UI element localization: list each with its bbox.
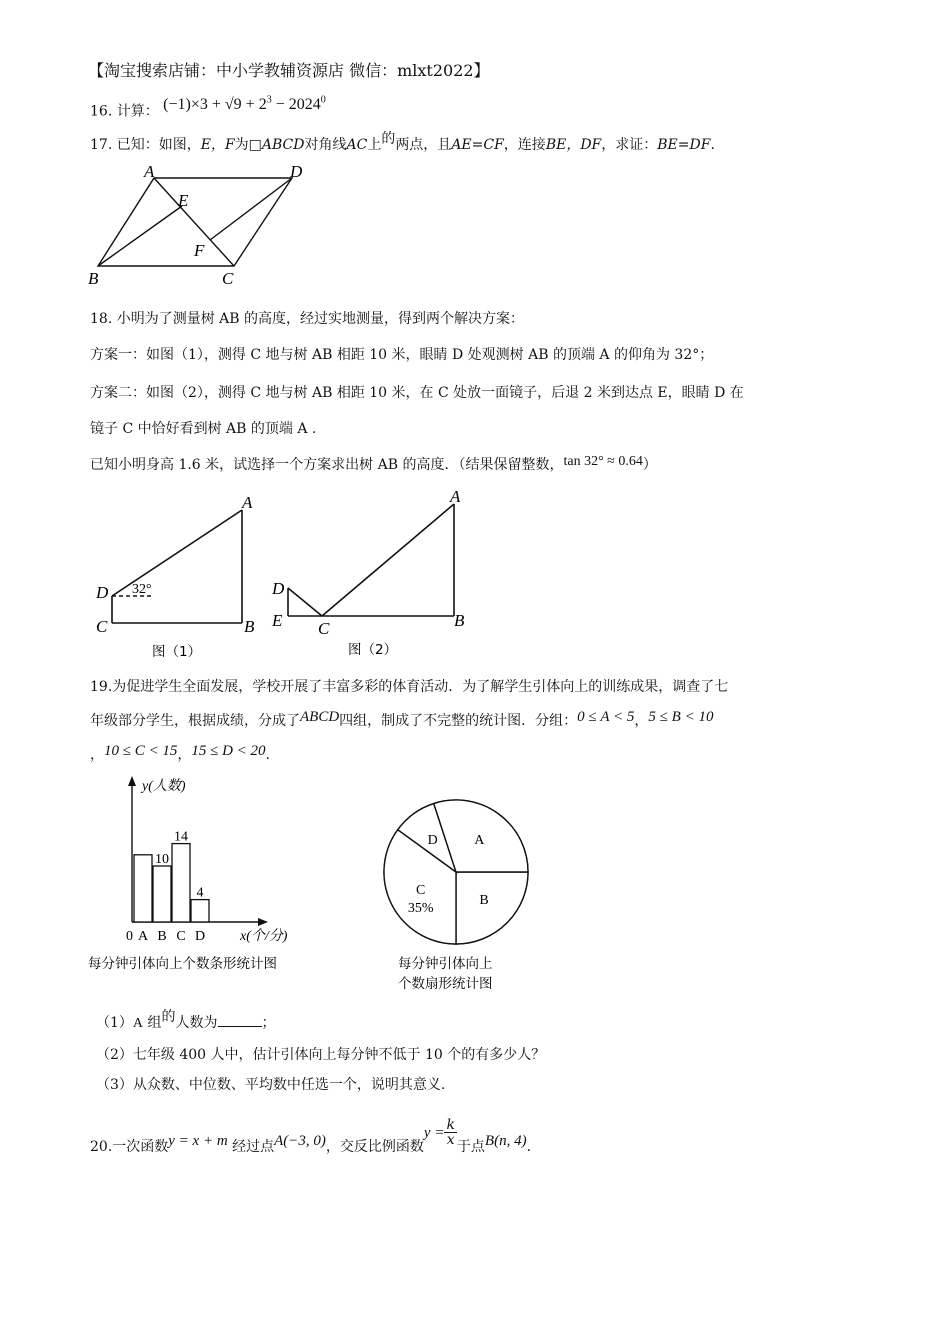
bar-category-D: D xyxy=(194,929,206,944)
q19-group-c-range: 10 ≤ C < 15 xyxy=(104,743,178,759)
q19-sub1-answer-blank[interactable] xyxy=(218,1012,262,1027)
bar-value-label-B: 10 xyxy=(155,852,169,867)
q17-number: 17. xyxy=(90,137,113,153)
q20-number: 20. xyxy=(90,1138,113,1155)
q17-label-b: B xyxy=(88,269,99,288)
q18-intro-text: 小明为了测量树 AB 的高度，经过实地测量，得到两个解决方案： xyxy=(116,311,525,327)
q17-ac: AC xyxy=(346,137,368,153)
q18-ask-end: ） xyxy=(642,457,657,473)
pie-caption-1: 每分钟引体向上 xyxy=(398,956,493,972)
q16-label: 计算： xyxy=(116,103,159,120)
q19-bar-chart xyxy=(86,770,326,980)
q18-ask-text: 已知小明身高 1.6 米，试选择一个方案求出树 AB 的高度．（结果保留整数， xyxy=(90,457,564,473)
fig1-label-c: C xyxy=(96,617,108,636)
bar-D xyxy=(191,900,209,922)
q20-point-a: A(−3, 0) xyxy=(274,1132,326,1149)
fig1-angle: 32° xyxy=(132,582,152,597)
q17-label-a: A xyxy=(144,162,155,181)
q17-ef: E，F xyxy=(200,137,235,153)
q19-line1 xyxy=(90,676,728,698)
q17-label-f: F xyxy=(194,241,205,260)
bar-category-A: A xyxy=(137,929,149,944)
q19-sub1-num: （1） xyxy=(96,1015,133,1031)
q20-text-a: 一次函数 xyxy=(112,1138,169,1155)
bar-origin-label: 0 xyxy=(126,929,133,944)
q17-end: . xyxy=(710,137,715,153)
q17-text-d: 上 xyxy=(367,137,382,153)
q17-label-d: D xyxy=(290,162,303,181)
q19-sub2: （2）七年级 400 人中，估计引体向上每分钟不低于 10 个的有多少人？ xyxy=(96,1047,546,1063)
q19-pie-chart xyxy=(370,790,540,1000)
pie-label-B: B xyxy=(479,893,489,909)
bar-category-C: C xyxy=(176,929,186,944)
bar-x-arrow xyxy=(258,918,268,926)
fig1-label-d: D xyxy=(96,583,109,602)
bar-y-arrow xyxy=(128,776,136,786)
q16-number: 16. xyxy=(90,103,113,120)
bar-x-label: x(个/分) xyxy=(240,929,288,944)
bar-caption: 每分钟引体向上个数条形统计图 xyxy=(88,956,277,972)
q17-parallelogram: □ABCD xyxy=(248,137,305,153)
pie-label-D: D xyxy=(427,832,438,848)
q19-line1-text: 为促进学生全面发展，学校开展了丰富多彩的体育活动．为了解学生引体向上的训练成果，调查了七 xyxy=(112,679,729,695)
q18-plan2-line2: 镜子 C 中恰好看到树 AB 的顶端 A . xyxy=(90,421,317,437)
bar-C xyxy=(172,844,190,922)
fig2-label-a: A xyxy=(450,487,461,506)
q20-text-d: 于点 xyxy=(456,1138,485,1155)
bar-y-label: y(人数) xyxy=(142,779,186,794)
q19-sub1-zu: 组 xyxy=(147,1015,162,1031)
fig1-caption: 图（1） xyxy=(152,644,202,660)
q19-group-b-range: 5 ≤ B < 10 xyxy=(648,709,714,725)
q17-line xyxy=(90,131,715,156)
q19-line2-a: 年级部分学生，根据成绩，分成了 xyxy=(90,713,300,729)
q18-tan-hint: tan 32° ≈ 0.64 xyxy=(563,454,643,469)
q19-sub1-de: 的 xyxy=(161,1009,176,1025)
fig2-label-e: E xyxy=(272,611,283,630)
pie-percent-C: 35% xyxy=(407,900,434,916)
q19-sub3: （3）从众数、中位数、平均数中任选一个，说明其意义. xyxy=(96,1077,446,1093)
q17-text-a: 已知：如图， xyxy=(116,137,201,153)
q19-dot: . xyxy=(265,747,270,763)
q18-plan2-line1: 方案二：如图（2），测得 C 地与树 AB 相距 10 米，在 C 处放一面镜子，后退 2 米到达点 E，眼睛 D 在 xyxy=(90,385,744,401)
q17-label-e: E xyxy=(178,191,189,210)
q19-group-a-range: 0 ≤ A < 5 xyxy=(577,709,635,725)
q17-parallelogram-figure xyxy=(86,160,316,290)
q17-condition: AE=CF xyxy=(451,137,504,153)
bar-B xyxy=(153,866,171,922)
fig1-label-a: A xyxy=(242,493,253,512)
q19-line2 xyxy=(90,710,713,732)
q20-y-equals: y = xyxy=(423,1124,445,1141)
q20-line xyxy=(90,1106,532,1155)
pie-slice-B xyxy=(456,872,528,944)
q18-intro xyxy=(90,308,524,330)
q17-be-df: BE，DF xyxy=(545,137,602,153)
q19-sub1 xyxy=(96,1009,276,1035)
fig2-caption: 图（2） xyxy=(348,642,398,658)
bar-value-label-D: 4 xyxy=(196,885,204,901)
q18-number: 18. xyxy=(90,311,113,327)
q19-sep-3: ， xyxy=(177,747,192,763)
fig2-label-b: B xyxy=(454,611,465,630)
pie-label-A: A xyxy=(474,832,485,848)
q17-text-f: ，连接 xyxy=(503,137,546,153)
q16-expression: $(-1)\times 3 + √9 + 2^3 - 2024^0$ xyxy=(163,95,326,114)
q16-line xyxy=(90,96,326,122)
q20-text-c: ，交反比例函数 xyxy=(325,1138,424,1155)
q20-fraction xyxy=(444,1118,456,1147)
fig2-label-c: C xyxy=(318,619,330,638)
q19-groups: ABCD xyxy=(300,709,340,725)
q19-line3 xyxy=(90,744,270,766)
bar-value-label-C: 14 xyxy=(174,829,188,845)
q17-label-c: C xyxy=(222,269,234,288)
q17-de: 的 xyxy=(381,131,396,147)
pie-caption-2: 个数扇形统计图 xyxy=(398,976,493,992)
q17-text-b: 为 xyxy=(234,137,249,153)
fig1-label-b: B xyxy=(244,617,255,636)
q17-goal: BE=DF xyxy=(657,137,711,153)
q18-figure-1 xyxy=(88,490,268,665)
q18-figure-2 xyxy=(266,482,476,667)
q17-text-g: ，求证： xyxy=(601,137,658,153)
q20-point-b: B(n, 4) xyxy=(484,1132,527,1149)
q20-numerator-k: k xyxy=(446,1117,455,1133)
q20-end: . xyxy=(526,1138,532,1155)
q19-sub1-text: 人数为 xyxy=(175,1015,218,1031)
q19-number: 19. xyxy=(90,679,113,695)
q19-sub1-group: A xyxy=(132,1016,144,1031)
q18-plan1: 方案一：如图（1），测得 C 地与树 AB 相距 10 米，眼睛 D 处观测树 AB 的顶端 A 的仰角为 32°； xyxy=(90,347,714,363)
bar-category-B: B xyxy=(157,929,167,944)
q19-line2-b: 四组，制成了不完整的统计图．分组： xyxy=(339,713,578,729)
q19-sep-1: ， xyxy=(634,713,649,729)
q19-group-d-range: 15 ≤ D < 20 xyxy=(191,743,266,759)
fig2-label-d: D xyxy=(272,579,285,598)
store-banner: 【淘宝搜索店铺：中小学教辅资源店 微信：mlxt2022】 xyxy=(88,61,490,80)
q20-linear-function: y = x + m xyxy=(168,1132,228,1149)
q19-sep-2: ， xyxy=(90,747,104,763)
pie-label-C: C xyxy=(416,882,426,898)
q17-text-e: 两点，且 xyxy=(395,137,452,153)
q20-denominator-x: x xyxy=(446,1132,455,1148)
q18-ask xyxy=(90,454,657,477)
q20-text-b: 经过点 xyxy=(232,1138,275,1155)
q19-sub1-end: ； xyxy=(261,1015,276,1031)
q17-text-c: 对角线 xyxy=(304,137,347,153)
bar-A xyxy=(134,855,152,922)
